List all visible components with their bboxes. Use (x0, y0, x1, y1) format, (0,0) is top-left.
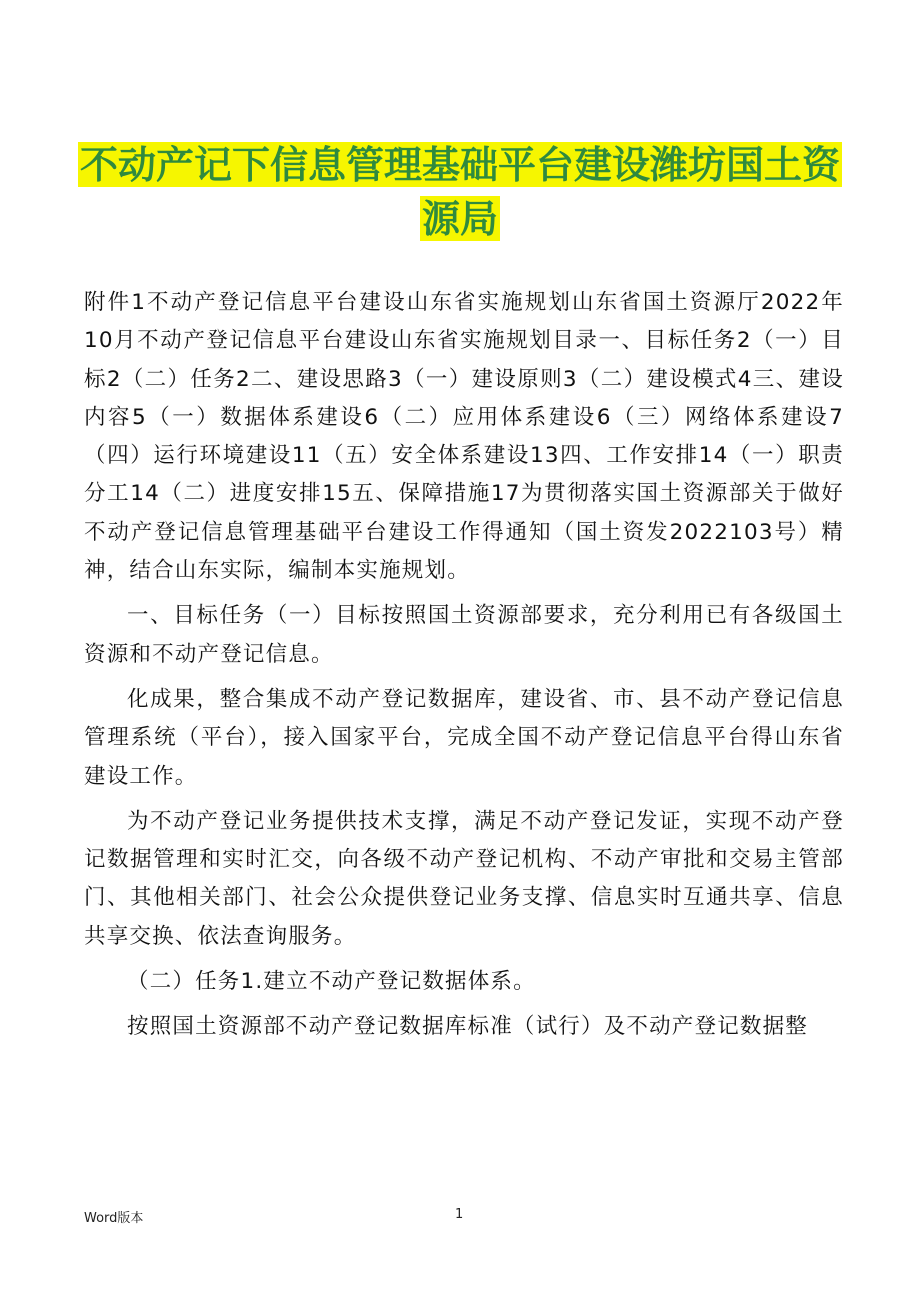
footer-word-version: Word版本 (84, 1211, 144, 1226)
paragraph-table-of-contents: 附件1不动产登记信息平台建设山东省实施规划山东省国土资源厅2022年10月不动产登记信息平台建设山东省实施规划目录一、目标任务2（一）目标2（二）任务2二、建设思路3（一）建设原则3（二）建设模式4三、建设内容5（一）数据体系建设6（二）应用体系建设6（三）网络体系建设7（四）运行环境建设11（五）安全体系建设13四、工作安排14（一）职责分工14（二）进度安排15五、保障措施17为贯彻落实国土资源部关于做好不动产登记信息管理基础平台建设工作得通知（国土资发2022103号）精神，结合山东实际，编制本实施规划。 (84, 290, 844, 584)
document-title (60, 138, 860, 246)
paragraph-integration: 化成果，整合集成不动产登记数据库，建设省、市、县不动产登记信息管理系统（平台），接入国家平台，完成全国不动产登记信息平台得山东省建设工作。 (84, 686, 844, 789)
document-body (84, 284, 844, 1047)
footer-page-number: 1 (455, 1207, 464, 1222)
paragraph-standard: 按照国土资源部不动产登记数据库标准（试行）及不动产登记数据整 (127, 1014, 809, 1040)
title-line-2: 源局 (421, 196, 498, 241)
paragraph-task: （二）任务1.建立不动产登记数据体系。 (127, 969, 536, 995)
title-line-1: 不动产记下信息管理基础平台建设潍坊国土资 (79, 142, 840, 187)
paragraph-goal: 一、目标任务（一）目标按照国土资源部要求，充分利用已有各级国土资源和不动产登记信息。 (84, 603, 844, 667)
paragraph-support: 为不动产登记业务提供技术支撑，满足不动产登记发证，实现不动产登记数据管理和实时汇交，向各级不动产登记机构、不动产审批和交易主管部门、其他相关部门、社会公众提供登记业务支撑、信息实时互通共享、信息共享交换、依法查询服务。 (84, 808, 844, 949)
